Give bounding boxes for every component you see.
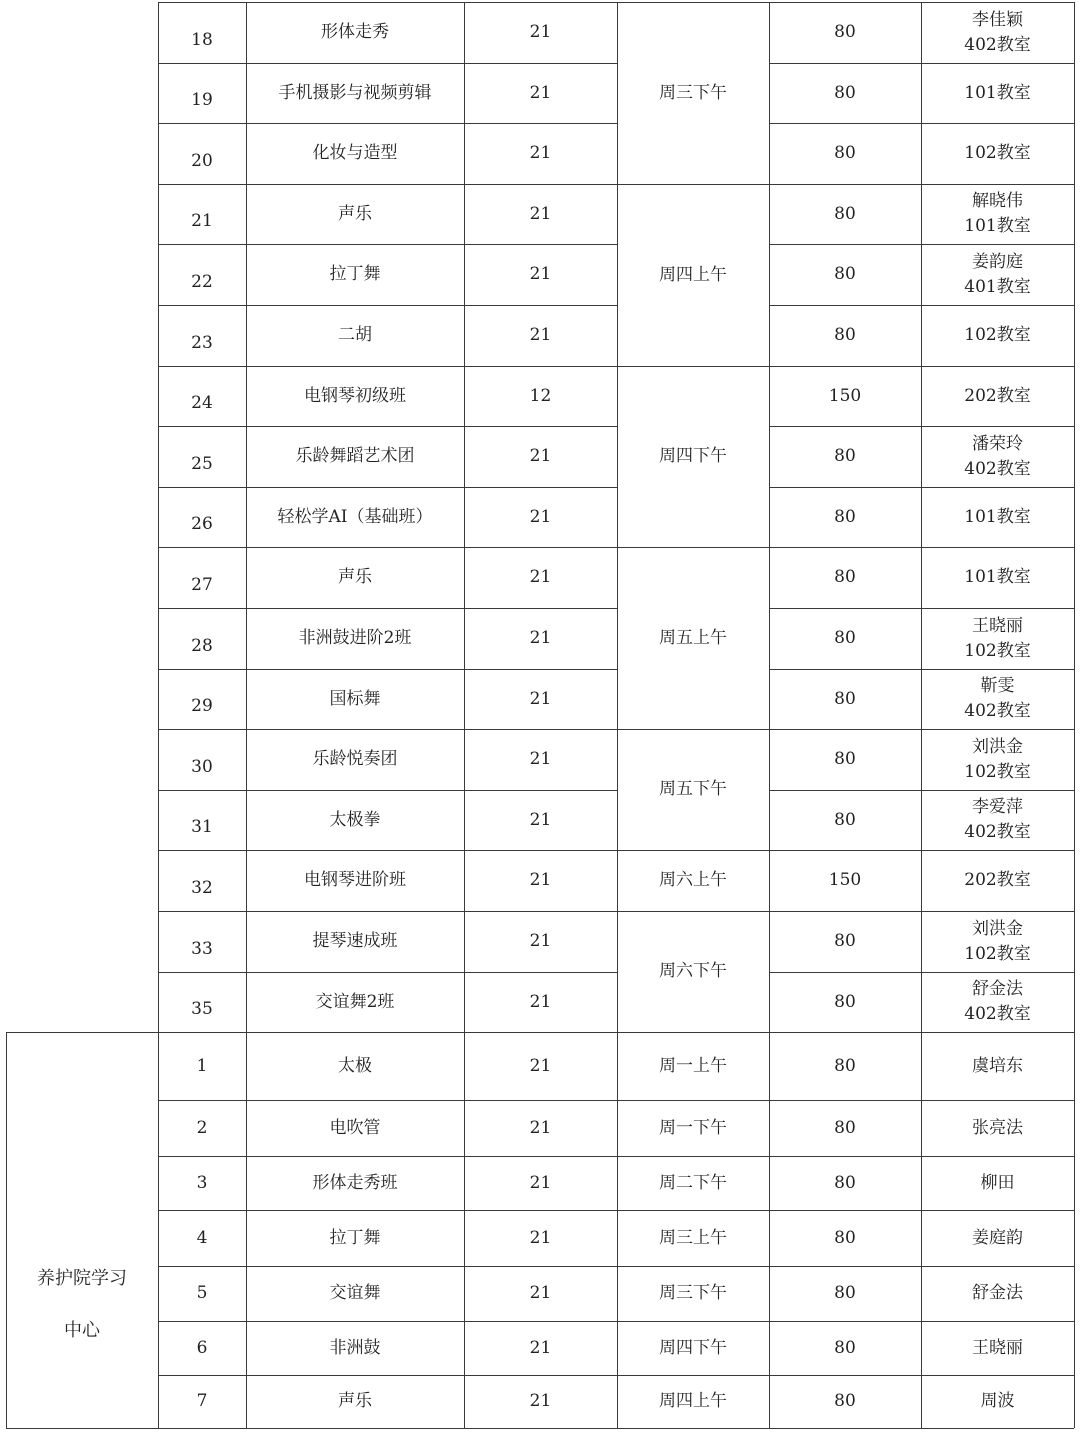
course-name: 电钢琴进阶班 — [304, 870, 406, 890]
teacher-name: 刘洪金 — [972, 736, 1023, 757]
teacher-location — [921, 366, 1074, 426]
classroom: 202教室 — [964, 385, 1031, 406]
class-hours: 21 — [529, 143, 552, 163]
row-divider — [769, 608, 1074, 609]
row-divider — [769, 244, 1074, 245]
row-number: 28 — [191, 636, 213, 656]
classroom: 102教室 — [964, 143, 1031, 163]
class-hours: 21 — [529, 749, 552, 769]
course-fee: 80 — [834, 143, 856, 163]
row-divider — [158, 184, 1074, 185]
course-fee: 80 — [834, 1227, 856, 1248]
course-name: 提琴速成班 — [312, 931, 398, 951]
course-fee: 80 — [834, 931, 856, 951]
course-name: 声乐 — [338, 1391, 372, 1411]
row-number: 3 — [196, 1172, 208, 1193]
teacher-name: 潘荣玲 — [972, 433, 1023, 454]
row-number: 7 — [196, 1391, 208, 1411]
row-divider — [158, 426, 617, 427]
row-number: 6 — [196, 1337, 208, 1358]
teacher-location — [921, 850, 1074, 911]
teacher-name: 刘洪金 — [972, 918, 1023, 939]
teacher-name: 舒金法 — [972, 1283, 1023, 1303]
classroom: 102教室 — [964, 943, 1031, 964]
row-number: 23 — [191, 333, 213, 353]
row-divider — [769, 669, 1074, 670]
session-time: 周六下午 — [659, 961, 727, 981]
row-divider — [158, 1375, 1074, 1376]
row-divider — [769, 487, 1074, 488]
course-fee: 80 — [834, 1117, 856, 1138]
class-hours: 21 — [529, 991, 552, 1012]
row-number: 21 — [191, 211, 213, 231]
group-label — [6, 1182, 158, 1428]
row-divider — [769, 123, 1074, 124]
course-name: 非洲鼓进阶2班 — [298, 628, 412, 648]
session-time: 周一上午 — [659, 1056, 727, 1076]
row-number: 25 — [191, 454, 213, 474]
row-divider — [158, 669, 617, 670]
teacher-location — [921, 2, 1074, 63]
course-fee: 150 — [828, 385, 862, 406]
teacher-name: 解晓伟 — [972, 191, 1023, 211]
row-divider — [158, 547, 1074, 548]
class-hours: 21 — [529, 1172, 552, 1193]
classroom: 101教室 — [964, 567, 1031, 587]
course-fee: 80 — [834, 567, 856, 587]
row-number: 18 — [191, 30, 213, 50]
class-hours: 21 — [529, 1117, 552, 1138]
classroom: 102教室 — [964, 640, 1031, 661]
teacher-location — [921, 305, 1074, 366]
teacher-name: 张亮法 — [972, 1117, 1023, 1138]
class-hours: 21 — [529, 203, 552, 224]
course-name: 拉丁舞 — [329, 264, 381, 284]
row-number: 20 — [191, 151, 213, 171]
row-number: 27 — [191, 575, 213, 595]
row-divider — [769, 305, 1074, 306]
course-name: 二胡 — [338, 325, 372, 345]
course-name: 乐龄舞蹈艺术团 — [295, 446, 415, 466]
course-name: 声乐 — [338, 567, 372, 587]
row-divider — [769, 426, 1074, 427]
course-name: 国标舞 — [329, 688, 381, 709]
course-fee: 80 — [834, 264, 856, 284]
class-hours: 21 — [529, 325, 552, 345]
classroom: 402教室 — [964, 822, 1031, 842]
course-name: 交谊舞2班 — [315, 991, 395, 1012]
session-time: 周四上午 — [659, 264, 727, 285]
course-fee: 80 — [834, 1172, 856, 1193]
teacher-name: 靳雯 — [980, 676, 1015, 696]
row-divider — [158, 1266, 1074, 1267]
teacher-location — [921, 790, 1074, 850]
class-hours: 12 — [529, 385, 552, 406]
row-number: 33 — [191, 939, 213, 959]
class-hours: 21 — [529, 931, 552, 951]
row-divider — [158, 1156, 1074, 1157]
teacher-name: 姜庭韵 — [972, 1227, 1023, 1248]
session-time: 周二下午 — [659, 1172, 727, 1193]
session-time: 周三下午 — [659, 82, 727, 103]
column-divider — [1074, 2, 1075, 1428]
row-number: 24 — [191, 393, 213, 413]
teacher-name: 李爱萍 — [972, 797, 1023, 817]
teacher-location — [921, 669, 1074, 729]
course-name: 形体走秀班 — [312, 1172, 398, 1193]
class-hours: 21 — [529, 446, 552, 466]
teacher-location — [921, 63, 1074, 123]
row-divider — [158, 850, 1074, 851]
teacher-location — [921, 972, 1074, 1032]
row-divider — [158, 1100, 1074, 1101]
course-name: 太极 — [338, 1056, 372, 1076]
row-divider — [158, 244, 617, 245]
course-name: 声乐 — [338, 203, 372, 224]
teacher-location — [921, 244, 1074, 305]
row-number: 26 — [191, 514, 213, 534]
class-hours: 21 — [529, 628, 552, 648]
classroom: 402教室 — [964, 1004, 1031, 1024]
classroom: 401教室 — [964, 276, 1031, 297]
class-hours: 21 — [529, 567, 552, 587]
row-divider — [158, 911, 1074, 912]
teacher-name: 王晓丽 — [972, 1337, 1023, 1358]
classroom: 101教室 — [964, 506, 1031, 527]
classroom: 101教室 — [964, 82, 1031, 103]
class-hours: 21 — [529, 1337, 552, 1358]
session-time: 周一下午 — [659, 1117, 727, 1138]
course-name: 太极拳 — [329, 809, 381, 830]
course-fee: 80 — [834, 1283, 856, 1303]
session-time: 周三下午 — [659, 1283, 727, 1303]
course-fee: 80 — [834, 506, 856, 527]
class-hours: 21 — [529, 264, 552, 284]
row-divider — [158, 972, 617, 973]
row-number: 22 — [191, 272, 213, 292]
classroom: 202教室 — [964, 870, 1031, 890]
teacher-location — [921, 608, 1074, 669]
row-divider — [158, 63, 617, 64]
course-fee: 80 — [834, 749, 856, 769]
row-divider — [158, 608, 617, 609]
class-hours: 21 — [529, 1391, 552, 1411]
session-time: 周四下午 — [659, 1337, 727, 1358]
session-time: 周五上午 — [659, 627, 727, 648]
row-number: 19 — [191, 90, 213, 110]
teacher-location — [921, 911, 1074, 972]
course-fee: 80 — [834, 809, 856, 830]
course-name: 交谊舞 — [329, 1283, 381, 1303]
teacher-name: 王晓丽 — [972, 615, 1023, 636]
row-number: 1 — [196, 1056, 208, 1076]
row-divider — [158, 2, 1074, 3]
class-hours: 21 — [529, 22, 552, 42]
row-divider — [158, 790, 617, 791]
class-hours: 21 — [529, 506, 552, 527]
session-time: 周四下午 — [659, 446, 727, 466]
class-hours: 21 — [529, 870, 552, 890]
row-divider — [769, 63, 1074, 64]
course-fee: 80 — [834, 1056, 856, 1076]
classroom: 402教室 — [964, 34, 1031, 55]
class-hours: 21 — [529, 1227, 552, 1248]
classroom: 102教室 — [964, 325, 1031, 345]
row-number: 2 — [196, 1117, 208, 1138]
row-divider — [158, 487, 617, 488]
course-fee: 80 — [834, 991, 856, 1012]
row-number: 31 — [191, 817, 213, 837]
row-divider — [158, 1210, 1074, 1211]
row-divider — [158, 1321, 1074, 1322]
row-number: 29 — [191, 696, 213, 716]
teacher-location — [921, 426, 1074, 487]
class-hours: 21 — [529, 1283, 552, 1303]
row-divider — [158, 366, 1074, 367]
group-label-line: 养护院学习 — [37, 1268, 127, 1289]
course-name: 电钢琴初级班 — [304, 385, 406, 406]
teacher-location — [921, 184, 1074, 244]
course-fee: 80 — [834, 22, 856, 42]
session-time: 周三上午 — [659, 1227, 727, 1248]
teacher-name: 姜韵庭 — [972, 251, 1023, 272]
course-name: 乐龄悦奏团 — [312, 749, 398, 769]
teacher-location — [921, 123, 1074, 184]
course-fee: 80 — [834, 628, 856, 648]
row-number: 4 — [196, 1227, 208, 1248]
course-name: 化妆与造型 — [312, 143, 398, 163]
class-hours: 21 — [529, 688, 552, 709]
row-divider — [158, 729, 1074, 730]
class-hours: 21 — [529, 82, 552, 103]
row-divider — [158, 305, 617, 306]
course-fee: 80 — [834, 446, 856, 466]
teacher-name: 舒金法 — [972, 979, 1023, 999]
teacher-name: 虞培东 — [972, 1056, 1023, 1076]
teacher-location — [921, 487, 1074, 547]
row-divider — [158, 123, 617, 124]
session-time: 周五下午 — [659, 779, 727, 799]
row-divider — [769, 790, 1074, 791]
course-name: 轻松学AI（基础班） — [277, 506, 433, 527]
teacher-location — [921, 729, 1074, 790]
course-fee: 80 — [834, 1337, 856, 1358]
course-fee: 150 — [828, 870, 862, 890]
table-border-bottom — [6, 1428, 1074, 1429]
classroom: 102教室 — [964, 761, 1031, 782]
course-fee: 80 — [834, 82, 856, 103]
teacher-name: 周波 — [980, 1391, 1015, 1411]
course-name: 形体走秀 — [321, 22, 389, 42]
teacher-location — [921, 547, 1074, 608]
class-hours: 21 — [529, 1056, 552, 1076]
row-number: 5 — [196, 1283, 208, 1303]
class-hours: 21 — [529, 809, 552, 830]
teacher-name: 李佳颖 — [972, 9, 1023, 30]
classroom: 402教室 — [964, 458, 1031, 479]
row-number: 35 — [191, 999, 213, 1019]
course-name: 拉丁舞 — [329, 1227, 381, 1248]
row-divider — [769, 972, 1074, 973]
course-fee: 80 — [834, 203, 856, 224]
course-fee: 80 — [834, 325, 856, 345]
group-label-line: 中心 — [64, 1320, 100, 1341]
session-time: 周六上午 — [659, 870, 727, 890]
course-fee: 80 — [834, 688, 856, 709]
row-number: 30 — [191, 757, 213, 777]
classroom: 402教室 — [964, 701, 1031, 721]
row-number: 32 — [191, 878, 213, 898]
course-name: 非洲鼓 — [329, 1337, 381, 1358]
course-name: 电吹管 — [329, 1117, 381, 1138]
classroom: 101教室 — [964, 216, 1031, 236]
course-name: 手机摄影与视频剪辑 — [278, 82, 432, 103]
teacher-name: 柳田 — [980, 1172, 1015, 1193]
course-fee: 80 — [834, 1391, 856, 1411]
session-time: 周四上午 — [659, 1391, 727, 1411]
